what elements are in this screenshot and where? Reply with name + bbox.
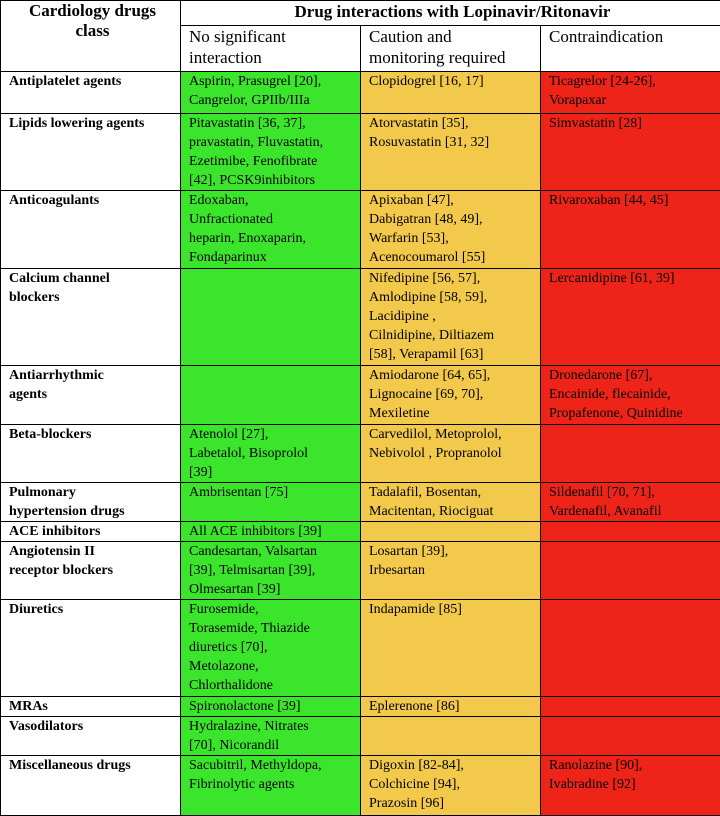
no-interaction-cell: Hydralazine, Nitrates [70], Nicorandil <box>181 717 361 756</box>
caution-cell: Apixaban [47], Dabigatran [48, 49], Warfarin [53], Acenocoumarol [55] <box>361 191 541 269</box>
no-interaction-cell: Spironolactone [39] <box>181 697 361 717</box>
contraindication-cell: Ranolazine [90], Ivabradine [92] <box>541 756 720 816</box>
contraindication-cell: Ticagrelor [24-26], Vorapaxar <box>541 72 720 114</box>
drug-class-cell: Pulmonary hypertension drugs <box>1 483 181 522</box>
no-interaction-cell: Aspirin, Prasugrel [20], Cangrelor, GPIIb/IIIa <box>181 72 361 114</box>
no-interaction-cell: Edoxaban, Unfractionated heparin, Enoxaparin, Fondaparinux <box>181 191 361 269</box>
class-column-header: Cardiology drugs class <box>1 1 181 72</box>
no-interaction-cell: Furosemide, Torasemide, Thiazide diuretics [70], Metolazone, Chlorthalidone <box>181 600 361 697</box>
drug-class-cell: Anticoagulants <box>1 191 181 269</box>
caution-cell: Amiodarone [64, 65], Lignocaine [69, 70], Mexiletine <box>361 366 541 425</box>
table-row <box>1 269 720 366</box>
table-row <box>1 542 720 600</box>
no-interaction-cell: Atenolol [27], Labetalol, Bisoprolol [39] <box>181 425 361 483</box>
table-row <box>1 600 720 697</box>
table-row <box>1 483 720 522</box>
drug-class-cell: Miscellaneous drugs <box>1 756 181 816</box>
drug-class-cell: Calcium channel blockers <box>1 269 181 366</box>
contraindication-cell <box>541 697 720 717</box>
no-interaction-cell <box>181 269 361 366</box>
drug-class-cell: Beta-blockers <box>1 425 181 483</box>
drug-class-cell: Lipids lowering agents <box>1 114 181 191</box>
table-row <box>1 425 720 483</box>
drug-class-cell: Diuretics <box>1 600 181 697</box>
drug-class-cell: MRAs <box>1 697 181 717</box>
contraindication-cell <box>541 522 720 542</box>
caution-cell: Digoxin [82-84], Colchicine [94], Prazosin [96] <box>361 756 541 816</box>
header-row-top <box>1 1 720 26</box>
table-row <box>1 114 720 191</box>
caution-cell: Atorvastatin [35], Rosuvastatin [31, 32] <box>361 114 541 191</box>
caution-cell: Tadalafil, Bosentan, Macitentan, Riociguat <box>361 483 541 522</box>
no-interaction-cell: Candesartan, Valsartan [39], Telmisartan [39], Olmesartan [39] <box>181 542 361 600</box>
table-row <box>1 522 720 542</box>
column-header-contraindication: Contraindication <box>541 26 720 72</box>
caution-cell: Carvedilol, Metoprolol, Nebivolol , Propranolol <box>361 425 541 483</box>
contraindication-cell <box>541 717 720 756</box>
no-interaction-cell: Ambrisentan [75] <box>181 483 361 522</box>
table-row <box>1 756 720 816</box>
table-row <box>1 72 720 114</box>
caution-cell: Losartan [39], Irbesartan <box>361 542 541 600</box>
caution-cell: Clopidogrel [16, 17] <box>361 72 541 114</box>
caution-cell: Eplerenone [86] <box>361 697 541 717</box>
drug-class-cell: ACE inhibitors <box>1 522 181 542</box>
caution-cell: Indapamide [85] <box>361 600 541 697</box>
no-interaction-cell: Sacubitril, Methyldopa, Fibrinolytic agents <box>181 756 361 816</box>
caution-cell <box>361 717 541 756</box>
contraindication-cell <box>541 425 720 483</box>
no-interaction-cell <box>181 366 361 425</box>
no-interaction-cell: All ACE inhibitors [39] <box>181 522 361 542</box>
contraindication-cell: Lercanidipine [61, 39] <box>541 269 720 366</box>
interactions-group-header: Drug interactions with Lopinavir/Ritonavir <box>181 1 720 26</box>
contraindication-cell <box>541 600 720 697</box>
contraindication-cell: Simvastatin [28] <box>541 114 720 191</box>
column-header-no-interaction: No significant interaction <box>181 26 361 72</box>
table-row <box>1 697 720 717</box>
contraindication-cell: Sildenafil [70, 71], Vardenafil, Avanafil <box>541 483 720 522</box>
contraindication-cell: Dronedarone [67], Encainide, flecainide, Propafenone, Quinidine <box>541 366 720 425</box>
contraindication-cell <box>541 542 720 600</box>
table-row <box>1 717 720 756</box>
drug-class-cell: Antiarrhythmic agents <box>1 366 181 425</box>
contraindication-cell: Rivaroxaban [44, 45] <box>541 191 720 269</box>
drug-class-cell: Vasodilators <box>1 717 181 756</box>
caution-cell: Nifedipine [56, 57], Amlodipine [58, 59], Lacidipine , Cilnidipine, Diltiazem [58], Verapamil [63] <box>361 269 541 366</box>
no-interaction-cell: Pitavastatin [36, 37], pravastatin, Fluvastatin, Ezetimibe, Fenofibrate [42], PCSK9inhibitors <box>181 114 361 191</box>
column-header-caution: Caution and monitoring required <box>361 26 541 72</box>
drug-class-cell: Antiplatelet agents <box>1 72 181 114</box>
table-row <box>1 191 720 269</box>
drug-class-cell: Angiotensin II receptor blockers <box>1 542 181 600</box>
caution-cell <box>361 522 541 542</box>
table-row <box>1 366 720 425</box>
